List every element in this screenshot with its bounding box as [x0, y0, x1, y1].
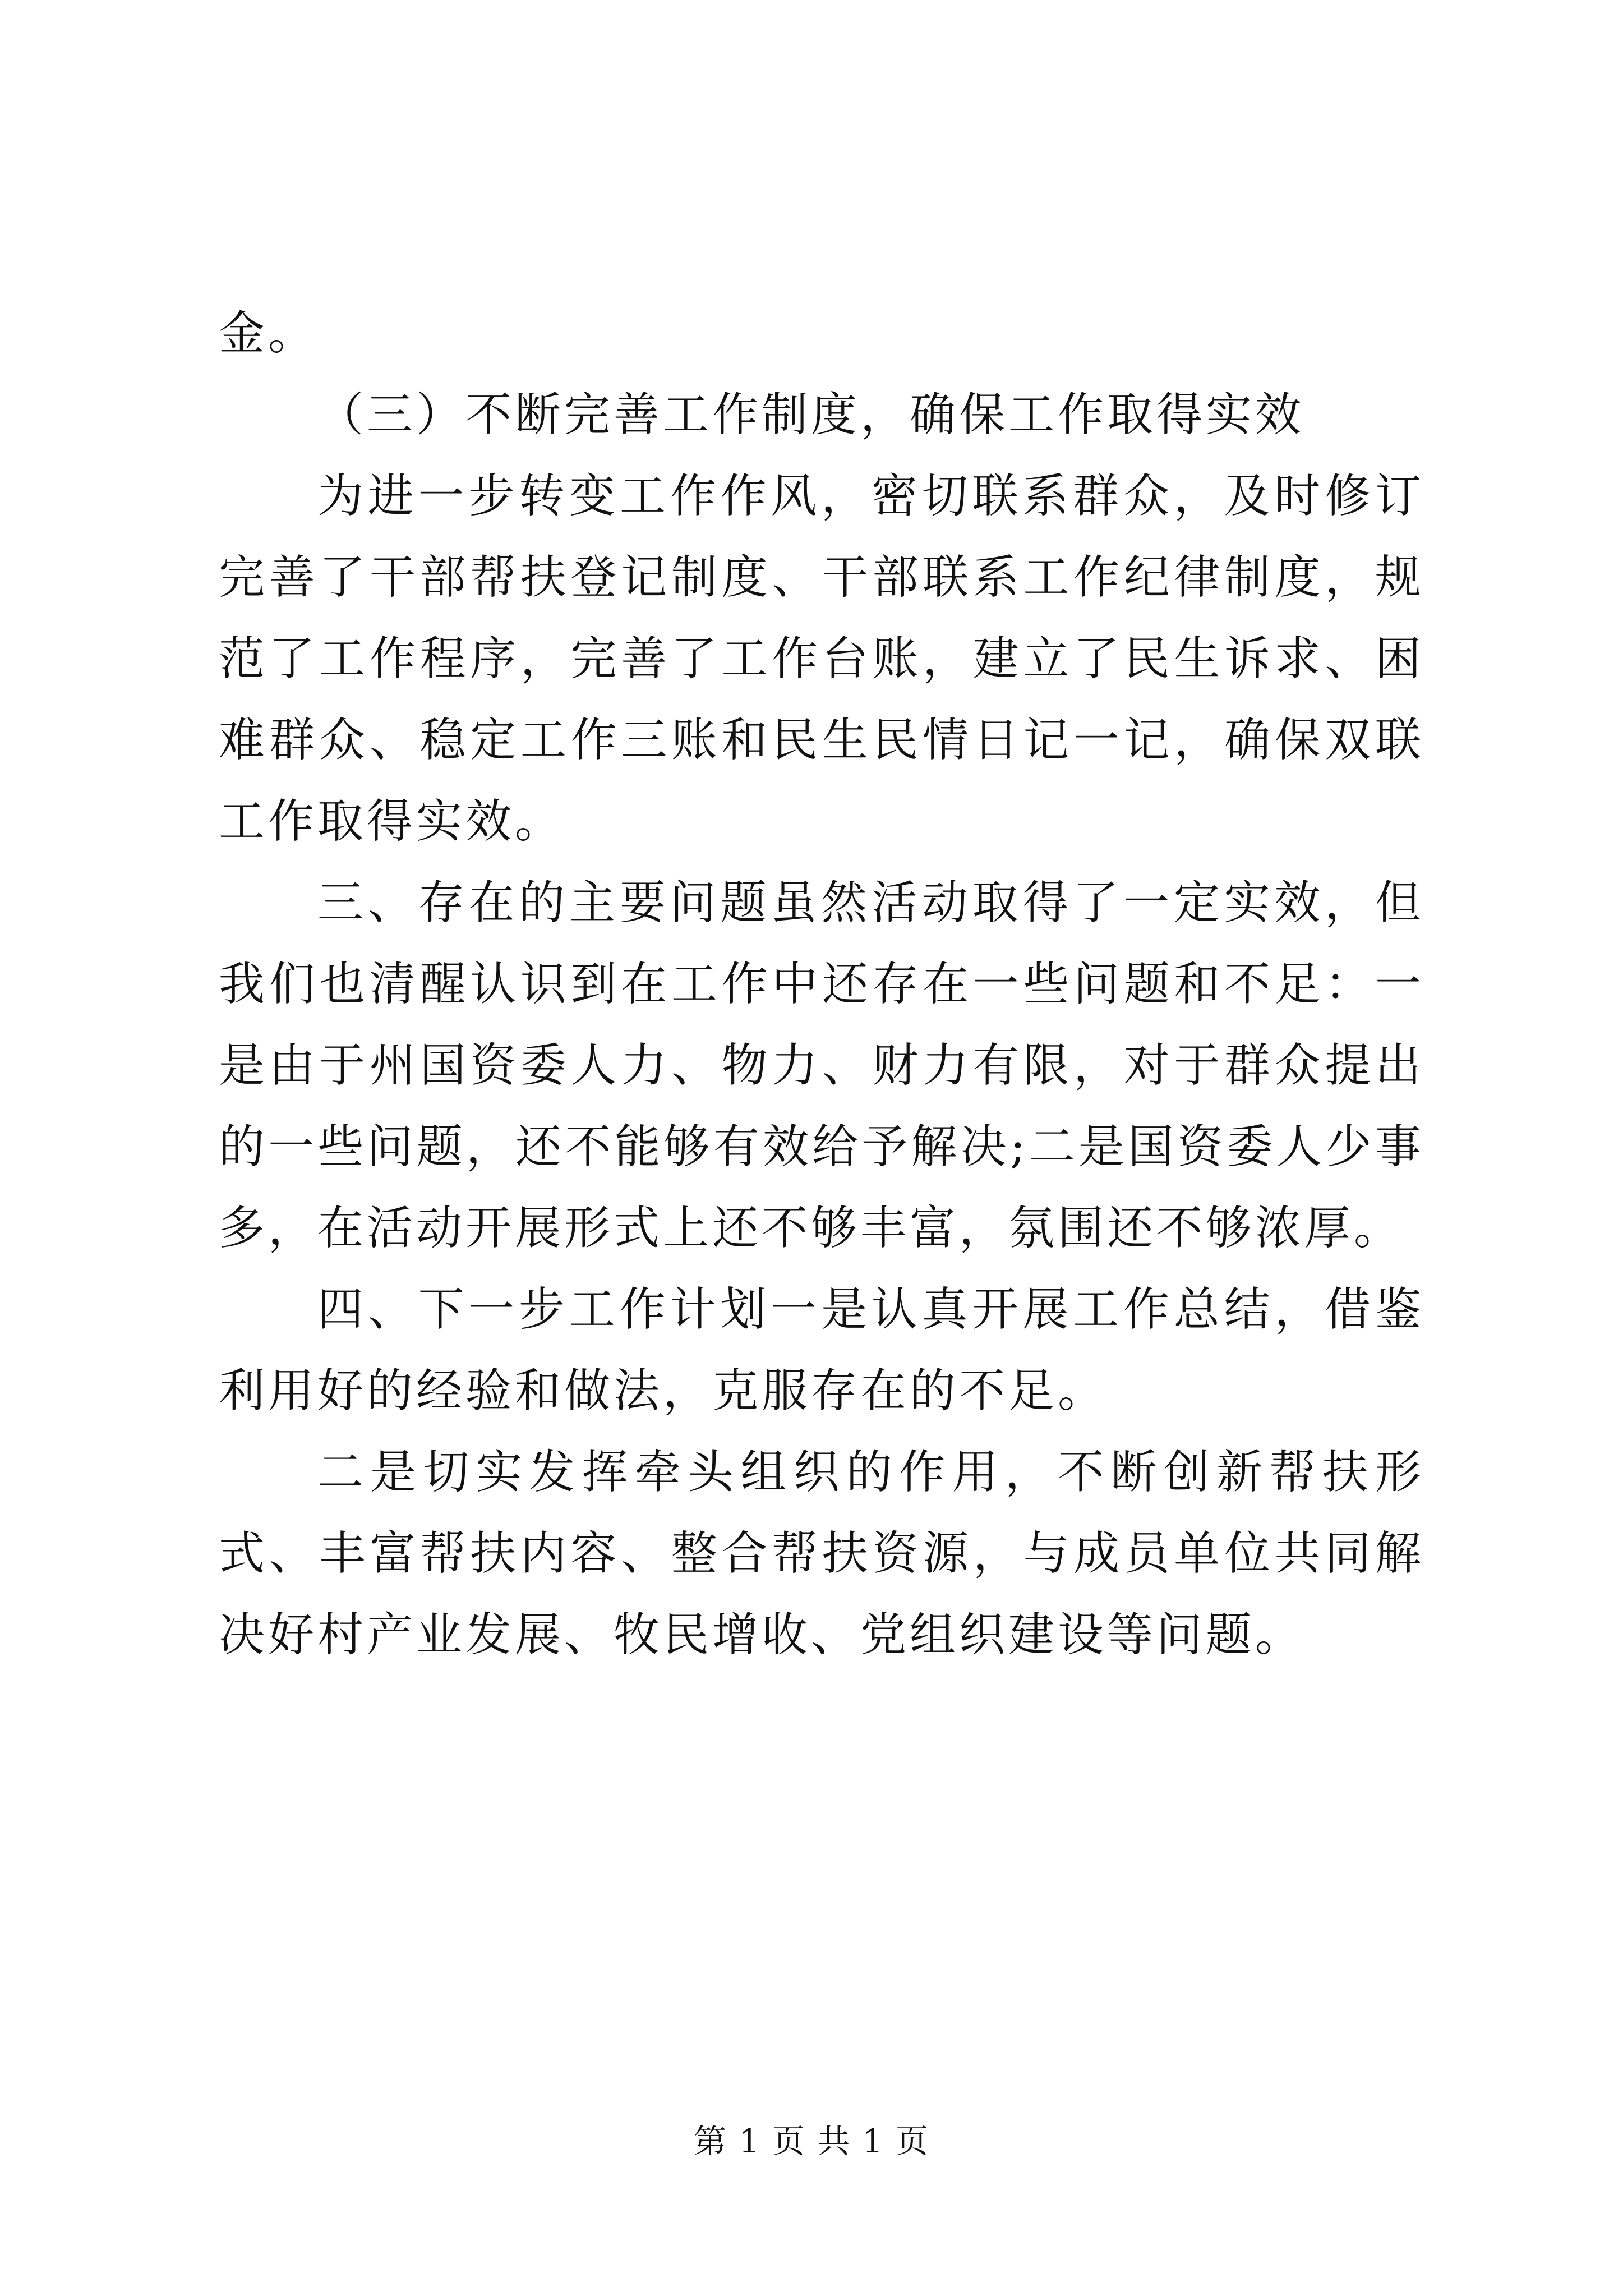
- paragraph-work-system: 为进一步转变工作作风，密切联系群众，及时修订完善了干部帮扶登记制度、干部联系工作纪律制度，规范了工作程序，完善了工作台账，建立了民生诉求、困难群众、稳定工作三账和民生民情日记一记，确保双联工作取得实效。: [219, 470, 1424, 848]
- paragraph-continuation: 金。: [219, 307, 318, 360]
- paragraph-next-plan: 四、下一步工作计划一是认真开展工作总结，借鉴利用好的经验和做法，克服存在的不足。: [219, 1283, 1424, 1418]
- page-number-label: 第 1 页 共 1 页: [694, 2122, 929, 2160]
- paragraph-plan-item-2: 二是切实发挥牵头组织的作用，不断创新帮扶形式、丰富帮扶内容、整合帮扶资源，与成员单位共同解决好村产业发展、牧民增收、党组织建设等问题。: [219, 1446, 1424, 1662]
- paragraph-main-problems: 三、存在的主要问题虽然活动取得了一定实效，但我们也清醒认识到在工作中还存在一些问题和不足：一是由于州国资委人力、物力、财力有限，对于群众提出的一些问题，还不能够有效给予解决;二是国资委人少事多，在活动开展形式上还不够丰富，氛围还不够浓厚。: [219, 876, 1424, 1255]
- section-heading-3: （三）不断完善工作制度，确保工作取得实效: [317, 388, 1305, 441]
- document-body: [219, 293, 1424, 1676]
- page-footer: [0, 2115, 1623, 2162]
